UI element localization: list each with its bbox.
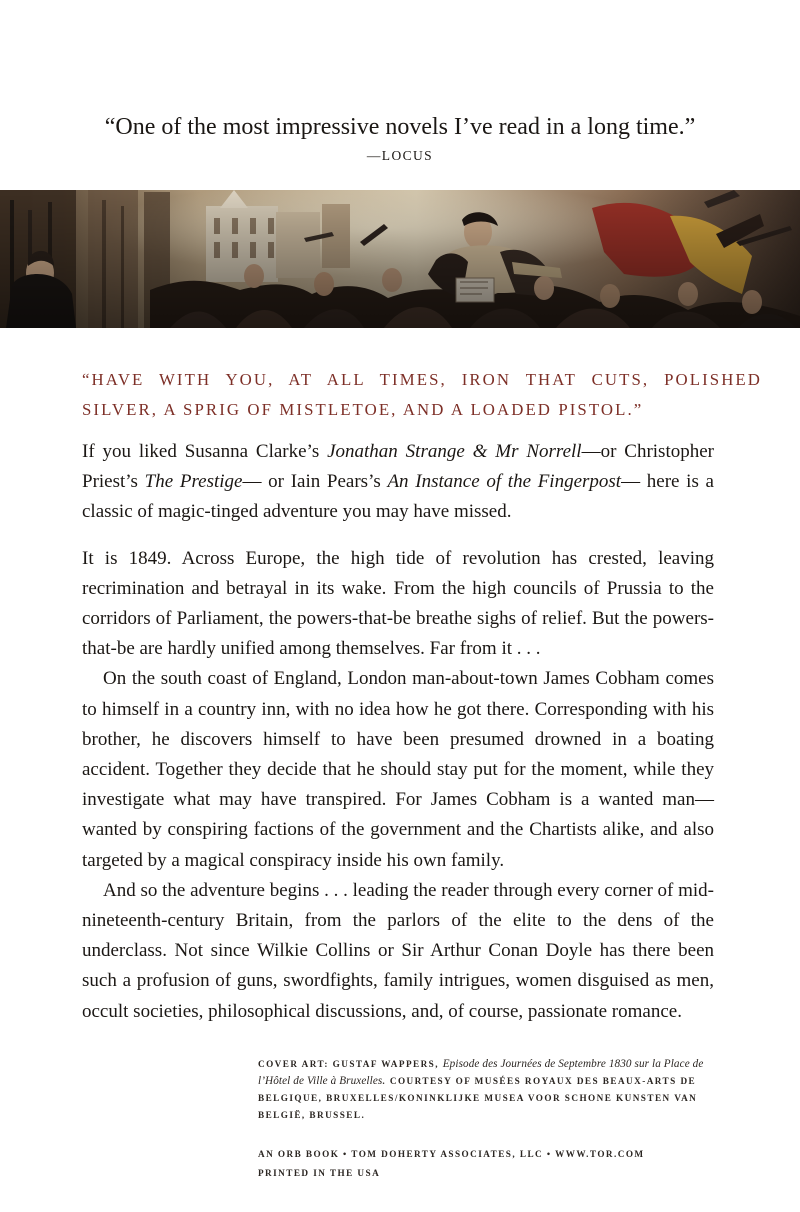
epigraph-quote: “HAVE WITH YOU, AT ALL TIMES, IRON THAT CUTS, POLISHED SILVER, A SPRIG OF MISTLETOE, AND A LOADED PISTOL.” [82,370,762,419]
intro-text-part-3: — or Iain Pears’s [242,471,388,493]
painting-illustration-icon [0,190,800,328]
painting-banner [0,190,800,328]
publisher-line-2: PRINTED IN THE USA [258,1168,381,1178]
review-attribution: —LOCUS [366,148,434,163]
intro-title-1: Jonathan Strange & Mr Norrell [327,441,582,462]
publisher-info [258,1145,722,1183]
publisher-line-1: AN ORB BOOK • TOM DOHERTY ASSOCIATES, LLC • WWW.TOR.COM [258,1149,645,1159]
credit-prefix: COVER ART: GUSTAF WAPPERS, [258,1059,443,1069]
body-paragraph-2: On the south coast of England, London man-about-town James Cobham comes to himself in a country inn, with no idea how he got there. Corresponding with his brother, he discovers himself to have been presumed drowned in a boating accident. Together they decide that he should stay put for the moment, while they investigate what may have transpired. For James Cobham is a wanted man—wanted by conspiring factions of the government and the Chartists alike, and also targeted by a magical conspiracy inside his own family. [82,668,714,871]
credit-suffix: . COURTESY OF MUSÉES ROYAUX DES BEAUX-ARTS DE BELGIQUE, BRUXELLES/KONINKLIJKE MUSEA VOOR SCHONE KUNSTEN VAN BELGIË, BRUSSEL. [258,1076,698,1120]
intro-text-part-1: If you liked Susanna Clarke’s [82,441,328,462]
book-description [82,437,714,1027]
intro-title-2: The Prestige [144,471,243,493]
artwork-title: Episode des Journées de Septembre 1830 sur la Place de l’Hôtel de Ville à Bruxelles [258,1058,704,1087]
cover-art-credit [258,1056,722,1124]
intro-text-part-4: — here is a classic of magic-tinged adventure you may have missed. [82,471,714,523]
intro-title-3: An Instance of the Fingerpost [387,471,622,493]
body-paragraph-1: It is 1849. Across Europe, the high tide of revolution has crested, leaving recrimination and betrayal in its wake. From the high councils of Prussia to the corridors of Parliament, the powers-that-be breathe sighs of relief. But the powers-that-be are hardly unified among themselves. Far from it . . . [82,547,714,660]
body-paragraph-3: And so the adventure begins . . . leading the reader through every corner of mid-nineteenth-century Britain, from the parlors of the elite to the dens of the underclass. Not since Wilkie Collins or Sir Arthur Conan Doyle has there been such a profusion of guns, swordfights, family intrigues, women disguised as men, occult societies, philosophical discussions, and, of course, passionate romance. [82,879,714,1022]
review-quote: “One of the most impressive novels I’ve read in a long time.” [104,114,696,140]
intro-text-part-2: —or Christopher Priest’s [82,441,714,493]
intro-paragraph [82,437,714,528]
